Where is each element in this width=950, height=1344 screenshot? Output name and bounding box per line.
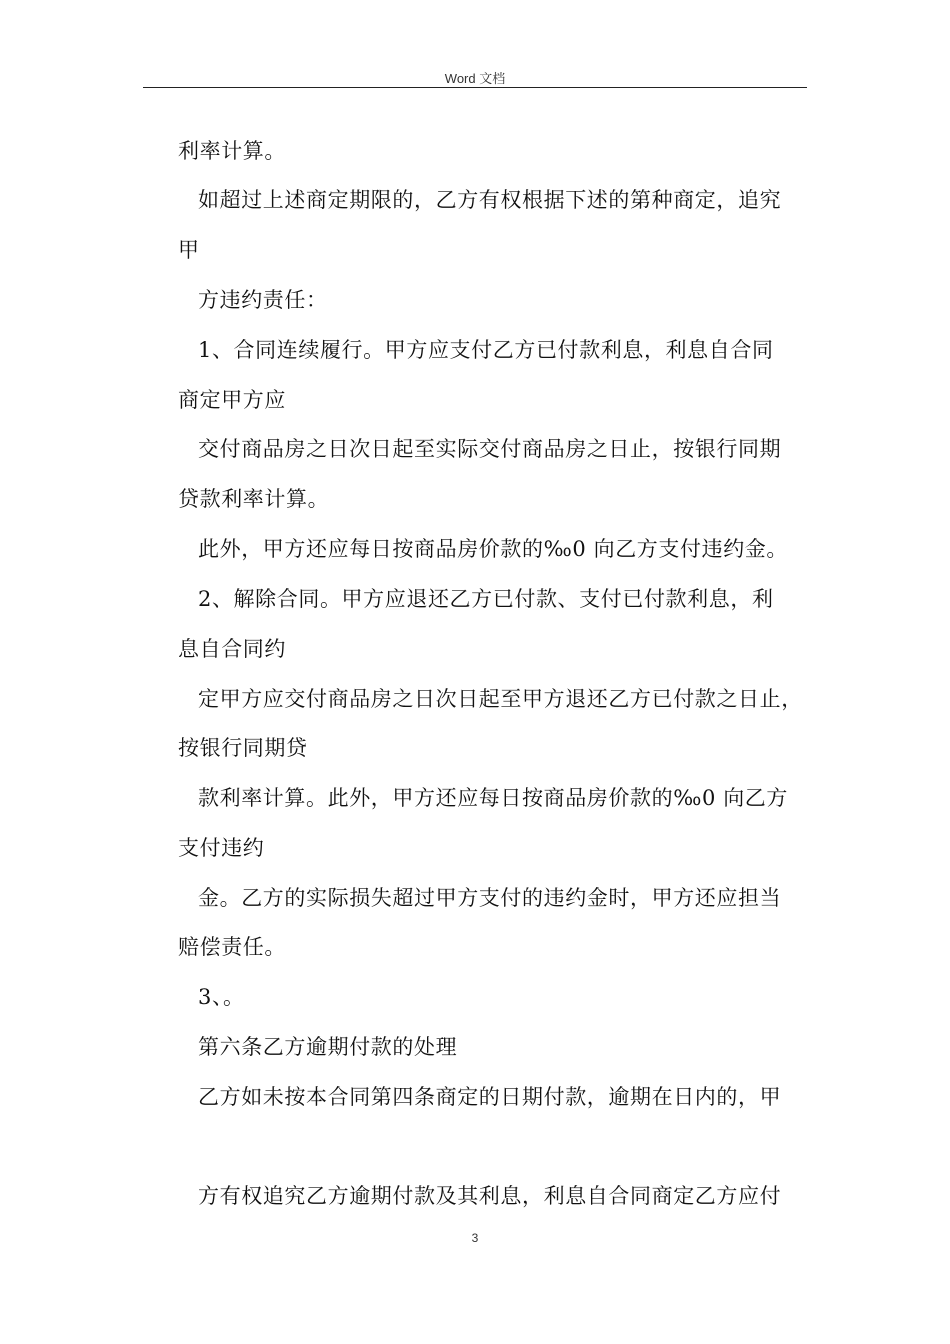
text-line: 1、合同连续履行。甲方应支付乙方已付款利息，利息自合同 xyxy=(198,338,774,362)
text-line: 赔偿责任。 xyxy=(178,935,286,959)
header-divider xyxy=(143,87,807,88)
text-line: 金。乙方的实际损失超过甲方支付的违约金时，甲方还应担当 xyxy=(198,886,782,910)
text-line: 款利率计算。此外，甲方还应每日按商品房价款的‰0 向乙方 xyxy=(198,786,789,810)
text-line: 按银行同期贷 xyxy=(178,736,308,760)
text-line: 支付违约 xyxy=(178,836,265,860)
page-number: 3 xyxy=(471,1231,479,1245)
page-header-title: Word 文档 xyxy=(444,71,506,86)
text-line: 利率计算。 xyxy=(178,139,286,163)
text-line: 3、。 xyxy=(198,985,245,1009)
text-line: 贷款利率计算。 xyxy=(178,487,330,511)
text-line: 定甲方应交付商品房之日次日起至甲方退还乙方已付款之日止， xyxy=(198,687,803,711)
text-line: 交付商品房之日次日起至实际交付商品房之日止，按银行同期 xyxy=(198,437,782,461)
text-line: 此外，甲方还应每日按商品房价款的‰0 向乙方支付违约金。 xyxy=(198,537,789,561)
text-line: 甲 xyxy=(178,238,200,262)
text-line: 如超过上述商定期限的，乙方有权根据下述的第种商定，追究 xyxy=(198,188,782,212)
text-line: 息自合同约 xyxy=(178,637,286,661)
text-line: 方违约责任： xyxy=(198,288,328,312)
text-line: 2、解除合同。甲方应退还乙方已付款、支付已付款利息，利 xyxy=(198,587,774,611)
text-line: 商定甲方应 xyxy=(178,388,286,412)
section-heading: 第六条乙方逾期付款的处理 xyxy=(198,1035,458,1059)
text-line: 乙方如未按本合同第四条商定的日期付款，逾期在日内的，甲 xyxy=(198,1085,782,1109)
text-line: 方有权追究乙方逾期付款及其利息，利息自合同商定乙方应付 xyxy=(198,1184,782,1208)
